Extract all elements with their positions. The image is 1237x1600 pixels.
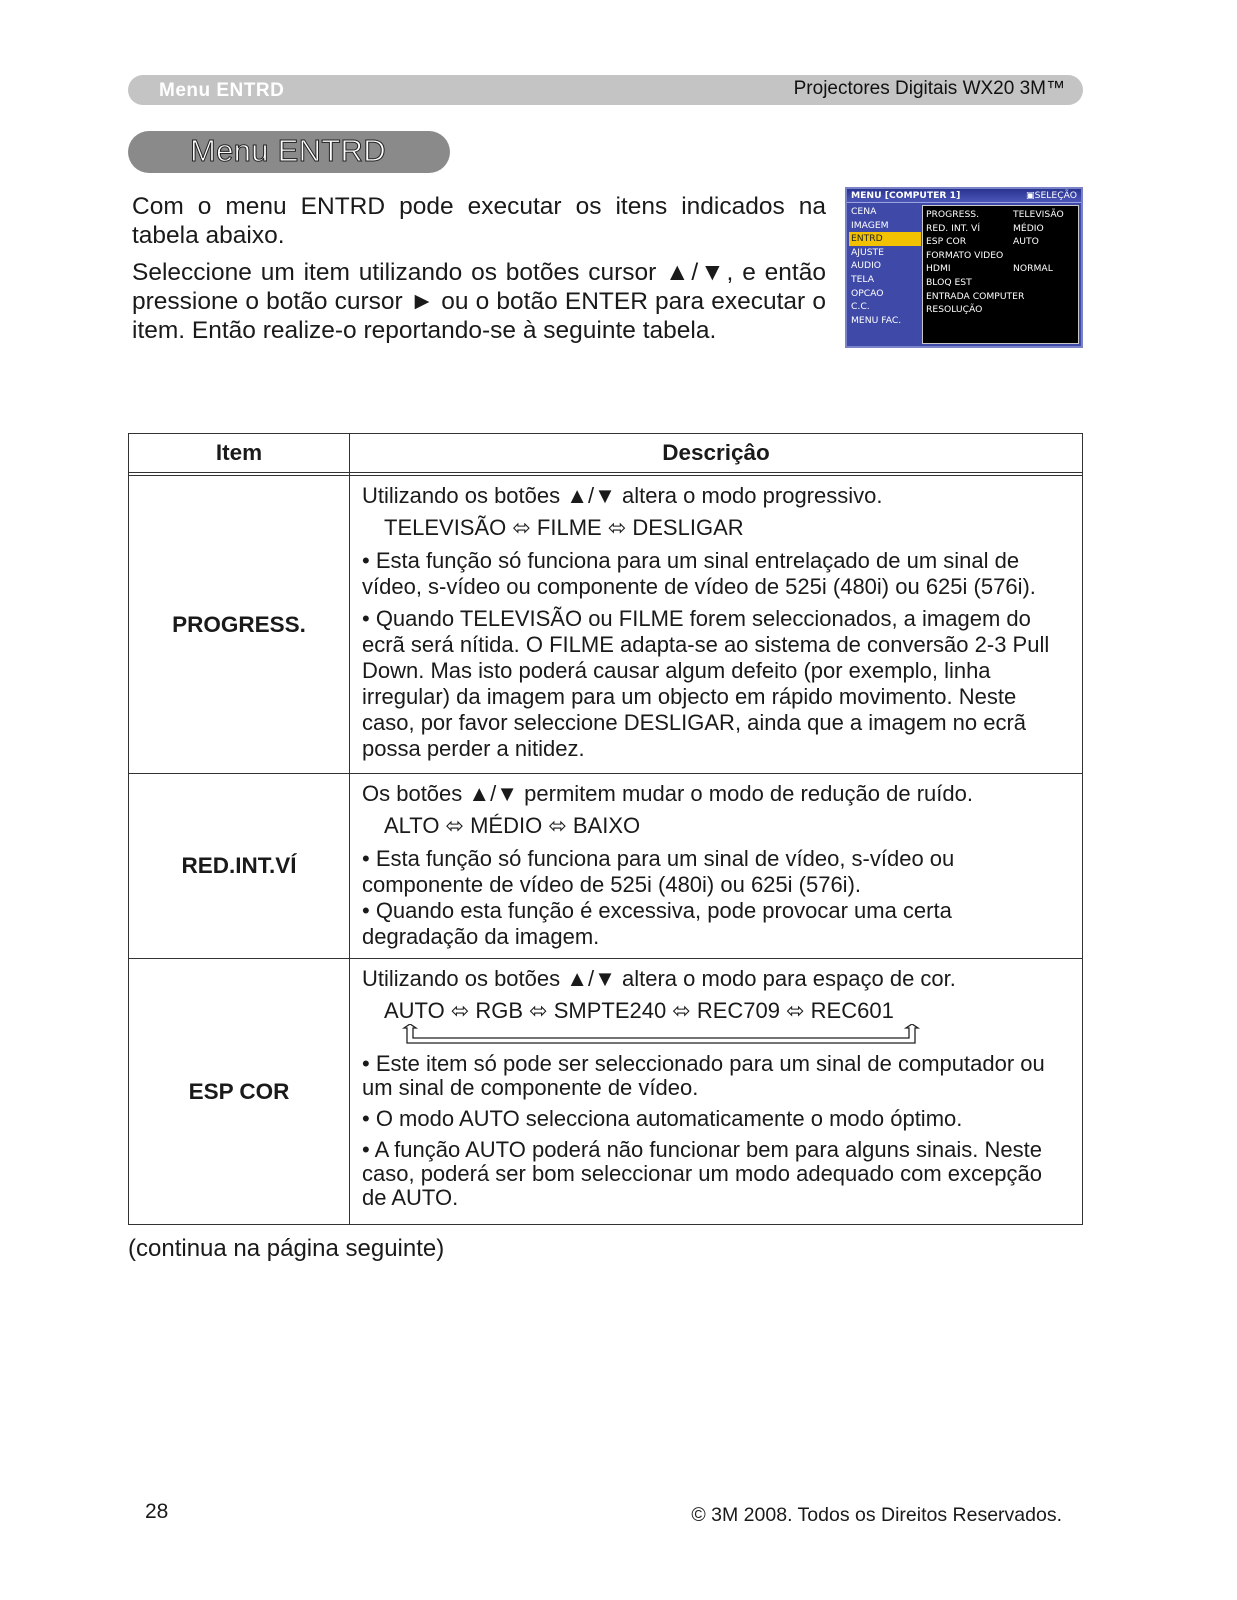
- desc-line: • Este item só pode ser seleccionado para um sinal de computador ou um sinal de componente de vídeo.: [362, 1051, 1045, 1100]
- desc-line: Os botões ▲/▼ permitem mudar o modo de redução de ruído.: [362, 781, 973, 806]
- intro-text: [132, 192, 826, 353]
- desc-espcor: [350, 959, 1083, 1225]
- osd-menu-item: AUDIO: [851, 260, 882, 272]
- osd-setting-label: FORMATO VIDEO: [926, 249, 1004, 261]
- osd-setting-row: [926, 276, 972, 290]
- osd-setting-value: TELEVISÃO: [1013, 209, 1064, 220]
- header-product: Projectores Digitais WX20 3M™: [793, 78, 1065, 99]
- osd-setting-row: [926, 208, 1064, 222]
- osd-setting-label: HDMI: [926, 263, 951, 275]
- desc-line: • Esta função só funciona para um sinal de vídeo, s-vídeo ou componente de vídeo de 525i (480i) ou 625i (576i).: [362, 846, 955, 897]
- osd-menu-screenshot: [845, 187, 1083, 348]
- entrd-table: [128, 433, 1083, 1225]
- copyright: © 3M 2008. Todos os Direitos Reservados.: [691, 1504, 1062, 1526]
- osd-hint: ▣SELEÇÃO: [1025, 190, 1077, 201]
- osd-title: MENU [COMPUTER 1]: [851, 190, 961, 201]
- osd-setting-label: BLOQ EST: [926, 277, 972, 288]
- item-progress: PROGRESS.: [129, 476, 350, 774]
- osd-setting-row: [926, 262, 1053, 276]
- osd-setting-row: [926, 303, 982, 317]
- osd-setting-row: [926, 222, 1044, 236]
- osd-setting-label: PROGRESS.: [926, 209, 980, 220]
- desc-line: • A função AUTO poderá não funcionar bem para alguns sinais. Neste caso, poderá ser bom seleccionar um modo adequado com excepção de AUTO.: [362, 1137, 1042, 1210]
- table-row: [129, 476, 1083, 774]
- desc-progress: [350, 476, 1083, 774]
- mode-sequence: AUTO ⬄ RGB ⬄ SMPTE240 ⬄ REC709 ⬄ REC601: [384, 998, 894, 1023]
- osd-menu-item: AJUSTE: [851, 246, 884, 258]
- desc-line: • Quando esta função é excessiva, pode provocar uma certa degradação da imagem.: [362, 898, 952, 949]
- osd-menu-item: C.C.: [851, 301, 870, 313]
- table-header-row: [129, 434, 1083, 473]
- osd-setting-row: [926, 249, 1003, 263]
- osd-hint-label: SELEÇÃO: [1034, 190, 1077, 201]
- desc-line: • Esta função só funciona para um sinal entrelaçado de um sinal de vídeo, s-vídeo ou componente de vídeo de 525i (480i) ou 625i (576i).: [362, 548, 1036, 599]
- osd-setting-label: ESP COR: [926, 236, 967, 248]
- loop-arrow-icon: [400, 1024, 920, 1046]
- table-row: [129, 959, 1083, 1225]
- osd-right-panel: [922, 205, 1079, 344]
- header-bar: [128, 75, 1083, 105]
- desc-line: • O modo AUTO selecciona automaticamente o modo óptimo.: [362, 1106, 963, 1131]
- osd-menu-item: ENTRD: [849, 232, 921, 246]
- table-row: [129, 774, 1083, 959]
- continued-note: (continua na página seguinte): [128, 1235, 445, 1262]
- osd-setting-label: ENTRADA COMPUTER: [926, 290, 1025, 302]
- desc-line: Utilizando os botões ▲/▼ altera o modo progressivo.: [362, 483, 883, 508]
- osd-setting-value: NORMAL: [1013, 263, 1053, 275]
- desc-line: • Quando TELEVISÃO ou FILME forem seleccionados, a imagem do ecrã será nítida. O FILME adapta-se ao sistema de conversão 2-3 Pull Down. Mas isto poderá causar algum defeito (por exemplo, linha irregular) da imagem para um objecto em rápido movimento. Neste caso, por favor seleccione DESLIGAR, ainda que a imagem no ecrã possa perder a nitidez.: [362, 606, 1050, 761]
- intro-paragraph-1: Com o menu ENTRD pode executar os itens indicados na tabela abaixo.: [132, 193, 826, 249]
- header-description: Descriçâo: [350, 434, 1083, 473]
- mode-sequence: ALTO ⬄ MÉDIO ⬄ BAIXO: [384, 813, 641, 838]
- osd-setting-row: [926, 235, 1039, 249]
- page-title-pill: [128, 131, 450, 173]
- item-redint: RED.INT.VÍ: [129, 774, 350, 959]
- page-number: 28: [145, 1500, 169, 1523]
- header-item: Item: [129, 434, 350, 473]
- osd-left-menu: [849, 205, 921, 327]
- osd-setting-row: [926, 290, 1024, 304]
- item-espcor: ESP COR: [129, 959, 350, 1225]
- osd-setting-label: RED. INT. VÍ: [926, 222, 981, 234]
- osd-menu-item: TELA: [851, 273, 875, 285]
- osd-menu-item: CENA: [851, 206, 877, 217]
- desc-line: Utilizando os botões ▲/▼ altera o modo para espaço de cor.: [362, 966, 956, 991]
- osd-menu-item: MENU FAC.: [851, 314, 902, 326]
- osd-setting-value: AUTO: [1013, 236, 1039, 248]
- osd-setting-label: RESOLUÇÃO: [926, 304, 983, 316]
- page-title: Menu ENTRD: [190, 133, 386, 168]
- osd-setting-value: MÉDIO: [1013, 222, 1044, 234]
- desc-redint: [350, 774, 1083, 959]
- header-section: Menu ENTRD: [159, 80, 285, 101]
- intro-paragraph-2: Seleccione um item utilizando os botões cursor ▲/▼, e então pressione o botão cursor ► ou o botão ENTER para executar o item. Então realize-o reportando-se à seguinte tabela.: [132, 259, 826, 344]
- osd-menu-item: OPCAO: [851, 287, 884, 299]
- osd-menu-item: IMAGEM: [851, 219, 889, 231]
- mode-sequence: TELEVISÃO ⬄ FILME ⬄ DESLIGAR: [384, 515, 744, 540]
- osd-title-bar: [847, 189, 1081, 203]
